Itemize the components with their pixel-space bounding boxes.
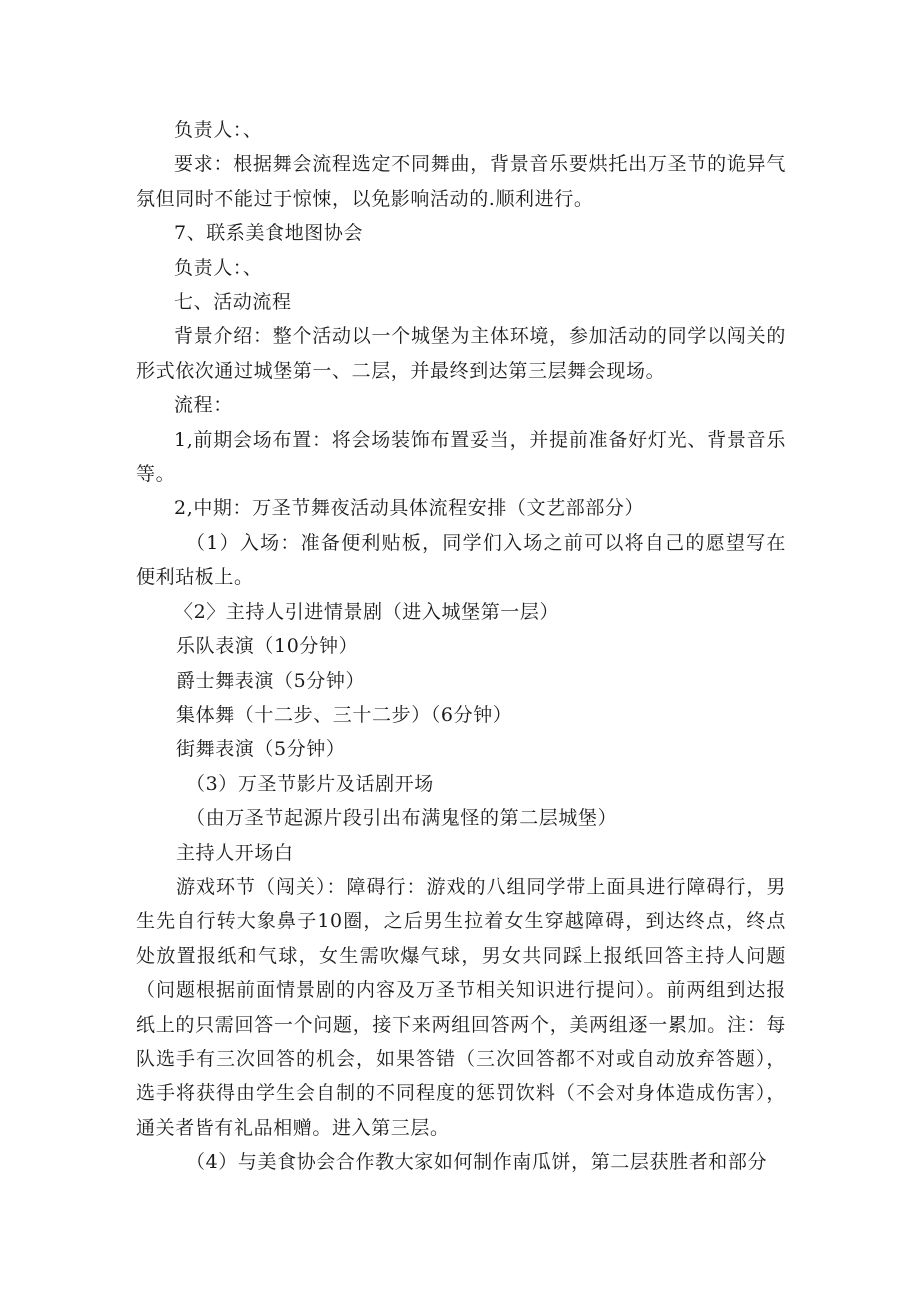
paragraph-mid-stage: 2,中期：万圣节舞夜活动具体流程安排（文艺部部分） [174,497,645,520]
paragraph-game: 游戏环节（闯关）：障碍行：游戏的八组同学带上面具进行障碍行，男生先自行转大象鼻子10圈，之后男生拉着女生穿越障碍，到达终点，终点处放置报纸和气球，女生需吹爆气球，男女共同踩上报纸回答主持人问题（问题根据前面情景剧的内容及万圣节相关知识进行提问）。前两组到达报纸上的只需回答一个问题，接下来两组回答两个，美两组逐一累加。注：每队选手有三次回答的机会，如果答错（三次回答都不对或自动放弃答题），选手将获得由学生会自制的不同程度的惩罚饮料（不会对身体造成伤害），通关者皆有礼品相赠。进入第三层。 [136,875,786,1139]
paragraph-film-drama: （3）万圣节影片及话剧开场 [186,772,434,795]
section-heading-activity-flow: 七、活动流程 [174,291,292,314]
paragraph-responsible-1: 负责人：、 [174,119,263,141]
paragraph-origin-note: （由万圣节起源片段引出布满鬼怪的第二层城堡） [186,807,618,830]
paragraph-flow-label: 流程： [174,394,233,417]
paragraph-host-opening: 主持人开场白 [176,841,294,864]
paragraph-host-drama: 〈2〉主持人引进情景剧（进入城堡第一层） [174,600,560,623]
paragraph-responsible-2: 负责人：、 [174,256,263,279]
paragraph-requirement: 要求：根据舞会流程选定不同舞曲，背景音乐要烘托出万圣节的诡异气氛但同时不能过于惊悚，以免影响活动的.顺利进行。 [136,153,786,210]
paragraph-pumpkin: （4）与美食协会合作教大家如何制作南瓜饼，第二层获胜者和部分 [186,1151,768,1174]
list-item-street-dance: 街舞表演（5分钟） [176,738,346,761]
document-body [136,113,786,1180]
paragraph-contact-food-association: 7、联系美食地图协会 [174,222,364,245]
list-item-jazz: 爵士舞表演（5分钟） [176,669,366,692]
paragraph-early-setup: 1,前期会场布置：将会场装饰布置妥当，并提前准备好灯光、背景音乐等。 [136,428,786,486]
list-item-band: 乐队表演（10分钟） [176,635,359,658]
paragraph-entry: （1）入场：准备便利贴板，同学们入场之前可以将自己的愿望写在便利玷板上。 [136,531,786,589]
paragraph-background: 背景介绍：整个活动以一个城堡为主体环境，参加活动的同学以闯关的形式依次通过城堡第一、二层，并最终到达第三层舞会现场。 [136,325,786,382]
list-item-group-dance: 集体舞（十二步、三十二步）（6分钟） [176,703,513,726]
